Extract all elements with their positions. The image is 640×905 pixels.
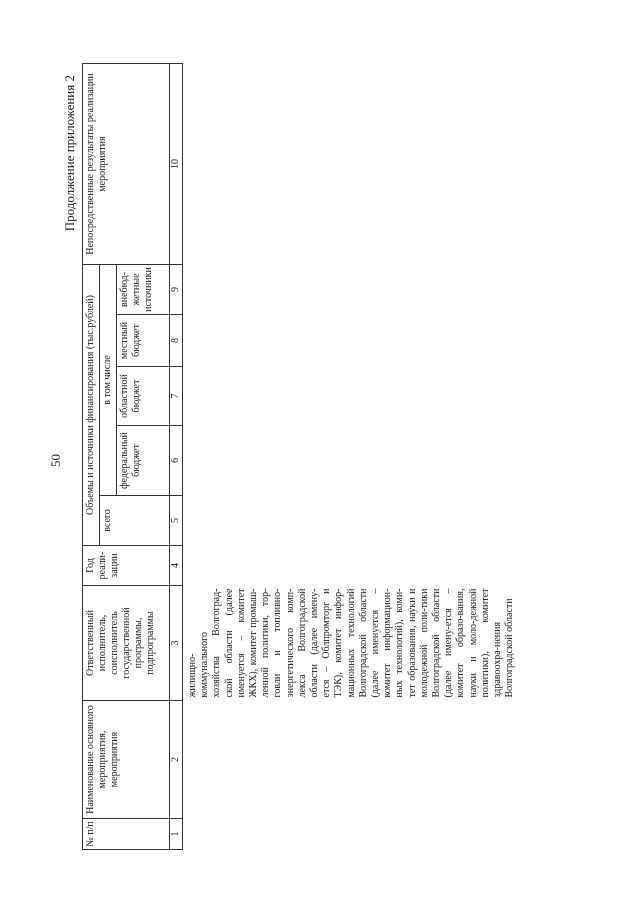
appendix-continuation: Продолжение приложения 2 — [62, 75, 77, 232]
col-number-1: 1 — [170, 819, 183, 850]
responsible-executors-text: жилищно-коммунального хозяйства Волгоград-ской области (далее именуется – комитет ЖКХ), комитет промыш-ленной политики, тор-говли и топливно-энергетического комп-лекса Волгоградской области (далее имену-ется – Облпромторг и ТЭК), комитет инфор-мационных технологий Волгоградской области (далее именуется – комитет информацион-ных технологий), коми-тет образования, науки и молодежной поли-тики Волгоградской области (далее имену-ется – комитет образо-вания, науки и моло-дежной политики), комитет здравоохра-нения Волгоградской области — [183, 586, 517, 701]
body-cell-empty — [183, 265, 517, 315]
col-number-8: 8 — [170, 315, 183, 367]
col-number-3: 3 — [170, 586, 183, 701]
body-cell-empty — [183, 546, 517, 586]
body-cell-empty — [183, 426, 517, 496]
header-extrabudget: внебюд-жетные источники — [117, 265, 170, 315]
body-cell-empty — [183, 819, 517, 850]
header-activity-name: Наименование основного мероприятия, мероприятия — [83, 701, 170, 819]
table-row — [183, 64, 517, 850]
col-number-2: 2 — [170, 701, 183, 819]
header-responsible: Ответственный исполнитель, соисполнитель государственной программы, подпрограммы — [83, 586, 170, 701]
header-row-1 — [83, 64, 100, 850]
program-table — [82, 63, 516, 850]
header-results: Непосредственные результаты реализации мероприятия — [83, 64, 170, 265]
header-local: местный бюджет — [117, 315, 170, 367]
body-cell-empty — [183, 64, 517, 265]
col-number-6: 6 — [170, 426, 183, 496]
col-number-4: 4 — [170, 546, 183, 586]
header-federal: федеральный бюджет — [117, 426, 170, 496]
header-including: в том числе — [100, 265, 117, 496]
header-year: Год реали-зации — [83, 546, 170, 586]
col-number-5: 5 — [170, 496, 183, 546]
header-financing: Объемы и источники финансирования (тыс.рублей) — [83, 265, 100, 546]
col-number-9: 9 — [170, 265, 183, 315]
page-number: 50 — [48, 454, 63, 467]
header-number: № п/п — [83, 819, 170, 850]
body-cell-empty — [183, 315, 517, 367]
column-numbers-row — [170, 64, 183, 850]
body-cell-empty — [183, 367, 517, 426]
col-number-7: 7 — [170, 367, 183, 426]
col-number-10: 10 — [170, 64, 183, 265]
body-cell-empty — [183, 496, 517, 546]
header-regional: областной бюджет — [117, 367, 170, 426]
header-total: всего — [100, 496, 170, 546]
body-cell-empty — [183, 701, 517, 819]
